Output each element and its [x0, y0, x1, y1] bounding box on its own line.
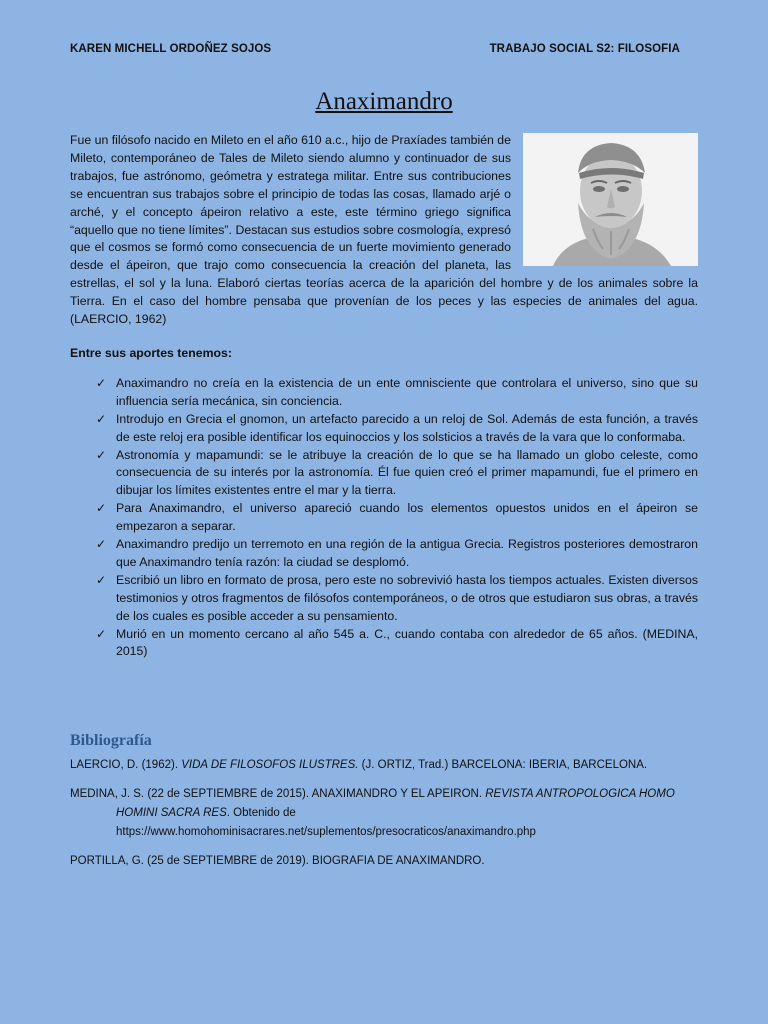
aportes-list	[70, 375, 698, 662]
check-icon: ✓	[96, 501, 107, 516]
check-icon: ✓	[96, 537, 107, 552]
anaximander-bust-image	[523, 133, 698, 266]
page-header	[70, 43, 680, 55]
check-icon: ✓	[96, 447, 107, 462]
list-item: ✓ Murió en un momento cercano al año 545 a. C., cuando contaba con alrededor de 65 años. (MEDINA, 2015)	[96, 626, 698, 659]
list-item: ✓ Para Anaximandro, el universo apareció cuando los elementos opuestos unidos en el ápeiron se empezaron a separar.	[96, 501, 698, 534]
bibliography-heading: Bibliografía	[70, 732, 152, 749]
bibliography-list	[70, 756, 698, 881]
course-name: TRABAJO SOCIAL S2: FILOSOFIA	[489, 43, 680, 55]
check-icon: ✓	[96, 626, 107, 641]
check-icon: ✓	[96, 375, 107, 390]
list-item: ✓ Escribió un libro en formato de prosa, pero este no sobrevivió hasta los tiempos actuales. Existen diversos testimonios y otros fragmentos de filósofos contemporáneos, o de otros que estudiaron sus obras, a través de los cuales es posible acceder a su pensamiento.	[96, 572, 698, 623]
check-icon: ✓	[96, 572, 107, 587]
page-title: Anaximandro	[315, 88, 453, 115]
list-item: ✓ Anaximandro predijo un terremoto en una región de la antigua Grecia. Registros posteriores demostraron que Anaximandro tenía razón: la ciudad se desplomó.	[96, 537, 698, 569]
list-item: ✓ Anaximandro no creía en la existencia de un ente omnisciente que controlara el universo, sino que su influencia sería mecánica, sin conciencia.	[96, 375, 698, 408]
intro-paragraph: Fue un filósofo nacido en Mileto en el año 610 a.c., hijo de Praxíades también de Mileto, contemporáneo de Tales de Mileto siendo alumno y continuador de sus trabajos, fue astrónomo, geómetra y estratega militar. Entre sus contribuciones se encuentran sus trabajos sobre el principio de todas las cosas, llamado arjé o arché, y el concepto ápeiron relativo a este, este término griego significa “aquello que no tiene límites”. Destacan sus estudios sobre cosmología, expresó que el cosmos se formó como consecuencia de un fuerte movimiento generado desde el ápeiron, que trajo como consecuencia la creación del planeta, las estrellas, el sol y la luna. Elaboró ciertas teorías acerca de la aparición del hombre y de los animales sobre la Tierra. En el caso del hombre pensaba que provenían de los peces y las especies de animales del agua. (LAERCIO, 1962)	[70, 133, 698, 327]
check-icon: ✓	[96, 411, 107, 426]
document-body	[70, 132, 698, 661]
list-item: ✓ Astronomía y mapamundi: se le atribuye la creación de lo que se ha llamado un globo celeste, como consecuencia de su interés por la astronomía. Él fue quien creó el primer mapamundi, fue el primero en dibujar los límites existentes entre el mar y la tierra.	[96, 447, 698, 498]
aportes-heading: Entre sus aportes tenemos:	[70, 345, 232, 360]
bibliography-entry: MEDINA, J. S. (22 de SEPTIEMBRE de 2015). ANAXIMANDRO Y EL APEIRON. REVISTA ANTROPOLOGICA HOMO HOMINI SACRA RES. Obtenido de https://www.homohominisacrares.net/suplementos/presocraticos/anaximandro.php	[70, 788, 675, 838]
list-item: ✓ Introdujo en Grecia el gnomon, un artefacto parecido a un reloj de Sol. Además de esta función, a través de este reloj era posible identificar los equinoccios y los solsticios a través de la vara que lo conformaba.	[96, 411, 698, 444]
bibliography-entry: LAERCIO, D. (1962). VIDA DE FILOSOFOS ILUSTRES. (J. ORTIZ, Trad.) BARCELONA: IBERIA, BARCELONA.	[70, 759, 648, 771]
bibliography-entry: PORTILLA, G. (25 de SEPTIEMBRE de 2019). BIOGRAFIA DE ANAXIMANDRO.	[70, 855, 485, 867]
author-name: KAREN MICHELL ORDOÑEZ SOJOS	[70, 43, 272, 55]
